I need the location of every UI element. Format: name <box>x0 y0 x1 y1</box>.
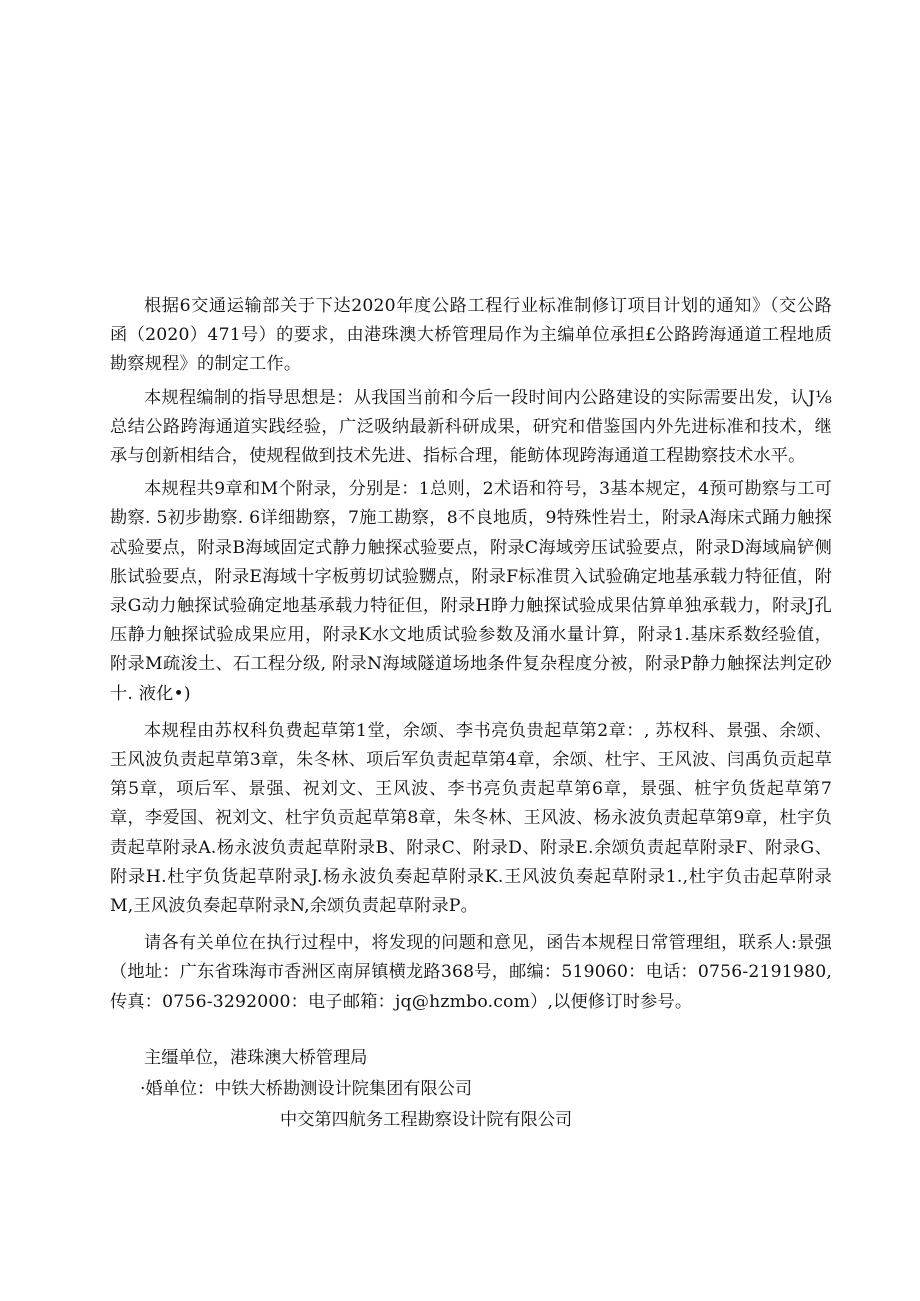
chief-unit: 主缰单位，港珠澳大桥管理局 <box>144 1048 368 1068</box>
preface-body <box>110 292 832 1021</box>
paragraph-contact: 请各有关单位在执行过程中，将发现的问题和意见，函告本规程日常管理组，联系人:景强（地址：广东省珠海市香洲区南屏镇横龙路368号，邮编：519060：电话：0756-2191980, 传真：0756-3292000：电子邮箱：jq@hzmbo.com）,以便修订时参号。 <box>110 933 832 1012</box>
editing-units <box>140 1043 744 1136</box>
paragraph-background: 根据6交通运输部关于下达2020年度公路工程行业标准制修订项目计划的通知》（交公路函（2020）471号）的要求，由港珠澳大桥管理局作为主编单位承担£公路跨海通道工程地质勘察规程》的制定工作。 <box>110 296 832 375</box>
paragraph-authors: 本规程由苏权科负费起草第1堂，余颂、李书亮负贵起草第2章：, 苏权科、景强、余颂、王风波负责起草第3章，朱冬林、项后军负责起草第4章，余颂、杜宇、王风波、闫禹负贡起草第5章，项后军、景强、祝刘文、王风波、李书亮负责起草第6章，景强、桩宇负货起草第7章，李爱国、祝刘文、杜宇负贡起草第8章，朱冬林、王风波、杨永波负责起草第9章，杜宇负责起草附录A.杨永波负责起草附录B、附录C、附录D、附录E.余颂负责起草附录F、附录G、附录H.杜宇负货起草附录J.杨永波负奏起草附录K.王风波负奏起草附录1.,杜宇负击起草附录M,王风波负奏起草附录N,余颂负责起草附录P。 <box>110 720 832 917</box>
participant-unit: ·婚单位：中铁大桥勘测设计院集团有限公司 <box>140 1079 473 1099</box>
paragraph-guiding-idea: 本规程编制的指导思想是：从我国当前和今后一段时间内公路建设的实际需要出发，认J⅛总结公路跨海通道实践经验，广泛吸纳最新科研成果，研究和借鉴国内外先进标准和技术，继承与创新相结合，使规程做到技术先进、指标合理，能鲂体现跨海通道工程勘察技术水平。 <box>110 387 832 467</box>
paragraph-structure: 本规程共9章和M个附录，分别是：1总则，2术语和符号，3基本规定，4预可勘察与工可勘察. 5初步勘察. 6详细勘察，7施工勘察，8不良地质，9特殊性岩土，附录A海床式踊力触探忒验要点，附录B海域固定式静力触探忒验要点，附录C海域旁压试验要点，附录D海域扁铲侧胀试验要点，附录E海域十字板剪切试验嬲点，附录F标准贯入试验确定地基承载力特征值，附录G动力触探试验确定地基承载力特征但，附录H睁力触探试验成果估算单独承载力，附录J孔压静力触探试验成果应用，附录K水文地质试验参数及涌水量计算，附录1.基床系数经验值，附录M疏浚土、石工程分级, 附录N海域隧道场地条件复杂程度分被，附录P静力触探法判定砂十. 液化•) <box>110 479 832 704</box>
participant-unit-2: 中交第四航务工程勘察设计院有限公司 <box>280 1110 573 1130</box>
